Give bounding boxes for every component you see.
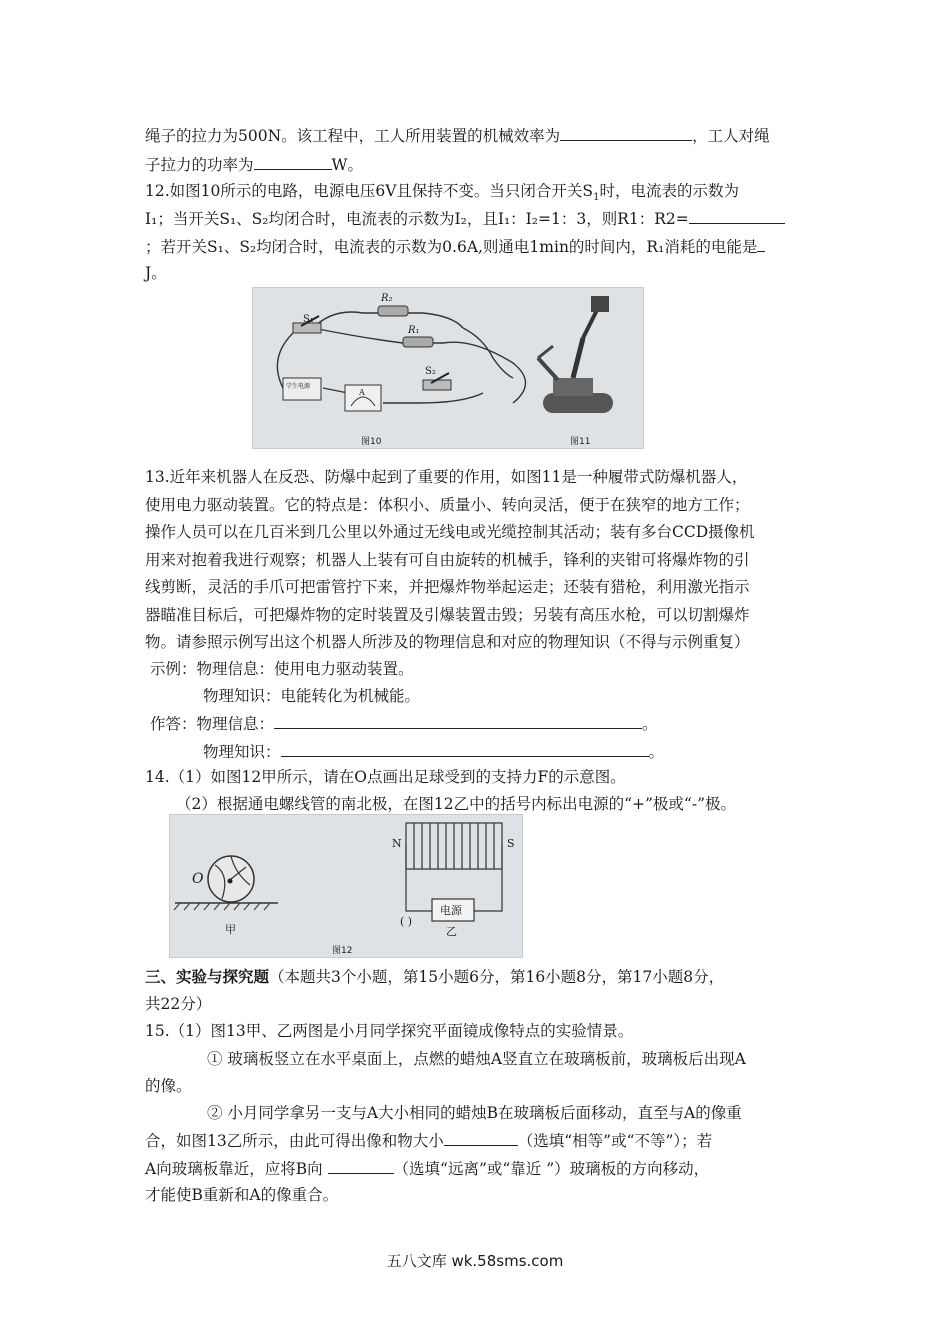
question-15-line <box>145 1157 709 1180</box>
question-13-line <box>145 576 750 598</box>
question-15-line <box>145 1184 338 1206</box>
label-jia: 甲 <box>225 923 236 936</box>
section-3-heading <box>145 966 724 988</box>
text-segment: ② 小月同学拿另一支与A大小相同的蜡烛B在玻璃板后面移动，直至与A的像重 <box>207 1104 742 1122</box>
question-12-line <box>145 235 765 258</box>
label-s2: S₂ <box>425 366 436 377</box>
label-south-pole: S <box>507 837 515 850</box>
question-15-line <box>145 1075 192 1097</box>
text-segment: 物。请参照示例写出这个机器人所涉及的物理信息和对应的物理知识（不得与示例重复） <box>145 633 750 651</box>
section-3-line <box>145 993 211 1015</box>
text-segment: 的像。 <box>145 1077 192 1095</box>
figure-10-caption: 图10 <box>361 437 382 447</box>
question-15-line <box>145 1129 712 1152</box>
text-segment: 线剪断，灵活的手爪可把雷管拧下来，并把爆炸物举起运走；还装有猎枪，利用激光指示 <box>145 578 750 596</box>
text-segment: 15.（1）图13甲、乙两图是小月同学探究平面镜成像特点的实验情景。 <box>145 1022 634 1040</box>
text-segment: 物理知识： <box>203 743 281 761</box>
text-segment: 使用电力驱动装置。它的特点是：体积小、质量小、转向灵活，便于在狭窄的地方工作； <box>145 496 750 514</box>
answer-blank[interactable] <box>689 207 785 224</box>
answer-blank[interactable] <box>254 153 332 170</box>
answer-blank[interactable] <box>560 124 692 141</box>
text-segment: W。 <box>331 156 363 174</box>
text-segment: 。 <box>642 715 658 733</box>
question-13-line <box>145 466 747 488</box>
example-line <box>150 658 414 680</box>
text-segment: （本题共3个小题，第15小题6分，第16小题8分，第17小题8分， <box>269 968 725 986</box>
label-answer-bracket[interactable]: ( ) <box>400 915 413 928</box>
question-13-line <box>145 549 750 571</box>
text-segment: ，工人对绳 <box>692 127 770 145</box>
label-ammeter: A <box>359 388 365 397</box>
figure-12 <box>169 814 523 958</box>
ball-and-solenoid-illustration <box>170 815 522 957</box>
text-segment: 13.近年来机器人在反恐、防爆中起到了重要的作用，如图11是一种履带式防爆机器人， <box>145 468 748 486</box>
label-r1: R₁ <box>408 325 420 336</box>
text-segment: A向玻璃板靠近，应将B向 <box>145 1160 328 1178</box>
text-line <box>145 124 770 147</box>
text-segment: 。 <box>648 743 665 761</box>
text-segment: 才能使B重新和A的像重合。 <box>145 1186 339 1204</box>
question-12-line <box>145 262 167 284</box>
question-14-line <box>145 766 626 788</box>
text-segment: 用来对抱着我进行观察；机器人上装有可自由旋转的机械手，锋利的夹钳可将爆炸物的引 <box>145 551 750 569</box>
question-14-line <box>176 793 736 815</box>
answer-blank[interactable] <box>328 1157 394 1174</box>
question-13-line <box>145 521 755 543</box>
question-15-line <box>207 1102 742 1124</box>
question-15-line <box>207 1048 746 1070</box>
question-15-line <box>145 1020 633 1042</box>
text-segment: ① 玻璃板竖立在水平桌面上，点燃的蜡烛A竖直立在玻璃板前，玻璃板后出现A <box>207 1050 746 1068</box>
text-segment: I₁；当开关S₁、S₂均闭合时，电流表的示数为I₂，且I₁：I₂=1：3，则R1：R2= <box>145 210 689 228</box>
answer-line <box>150 712 658 735</box>
answer-blank[interactable] <box>281 740 649 757</box>
label-north-pole: N <box>392 837 402 850</box>
text-segment: 时，电流表的示数为 <box>599 182 739 200</box>
text-segment: 示例：物理信息：使用电力驱动装置。 <box>150 660 414 678</box>
text-segment: （2）根据通电螺线管的南北极，在图12乙中的括号内标出电源的“+”极或“-”极。 <box>176 795 737 813</box>
circuit-and-robot-illustration <box>253 288 643 448</box>
example-line <box>203 685 420 707</box>
question-12-line <box>145 207 785 230</box>
label-power-source: 学生电源 <box>286 383 311 390</box>
text-segment: ；若开关S₁、S₂均闭合时，电流表的示数为0.6A,则通电1min的时间内，R₁消耗的电能是 <box>145 238 758 256</box>
label-yi: 乙 <box>446 925 457 938</box>
text-segment: 绳子的拉力为500N。该工程中，工人所用装置的机械效率为 <box>145 127 561 145</box>
question-13-line <box>145 604 750 626</box>
figure-10-11 <box>252 287 644 449</box>
text-line <box>145 153 363 176</box>
label-s1: S₁ <box>303 314 314 325</box>
figure-11-caption: 图11 <box>570 437 591 447</box>
label-power-source: 电源 <box>440 904 462 917</box>
section-title: 三、实验与探究题 <box>145 967 270 986</box>
text-segment: 子拉力的功率为 <box>145 156 254 174</box>
text-segment: 共22分） <box>145 995 212 1013</box>
answer-line <box>203 740 664 763</box>
answer-blank[interactable] <box>444 1129 518 1146</box>
text-segment: 物理知识：电能转化为机械能。 <box>203 687 421 705</box>
text-segment: 器瞄准目标后，可把爆炸物的定时装置及引爆装置击毁；另装有高压水枪，可以切割爆炸 <box>145 606 750 624</box>
answer-blank[interactable] <box>274 712 642 729</box>
question-13-line <box>145 631 750 653</box>
question-12-line: 12.如图10所示的电路，电源电压6V且保持不变。当只闭合开关$S_1$时，电流表的示数为 <box>145 182 739 204</box>
text-segment: （选填“远离”或“靠近 ”）玻璃板的方向移动， <box>393 1160 710 1178</box>
text-segment: 12.如图10所示的电路，电源电压6V且保持不变。当只闭合开关S <box>145 182 594 200</box>
figure-12-caption: 图12 <box>332 946 353 956</box>
answer-blank[interactable] <box>757 235 765 252</box>
question-13-line <box>145 494 750 516</box>
text-segment: 操作人员可以在几百米到几公里以外通过无线电或光缆控制其活动；装有多台CCD摄像机 <box>145 523 755 541</box>
text-segment: （选填“相等”或“不等”）；若 <box>517 1132 713 1150</box>
label-point-o: O <box>192 871 204 887</box>
text-segment: 作答：物理信息： <box>150 715 275 733</box>
text-segment: 合，如图13乙所示，由此可得出像和物大小 <box>145 1132 444 1150</box>
text-segment: J。 <box>145 264 167 282</box>
text-segment: 14.（1）如图12甲所示，请在O点画出足球受到的支持力F的示意图。 <box>145 768 626 786</box>
page-footer: 五八文库 wk.58sms.com <box>386 1252 564 1270</box>
label-r2: R₂ <box>381 293 393 304</box>
